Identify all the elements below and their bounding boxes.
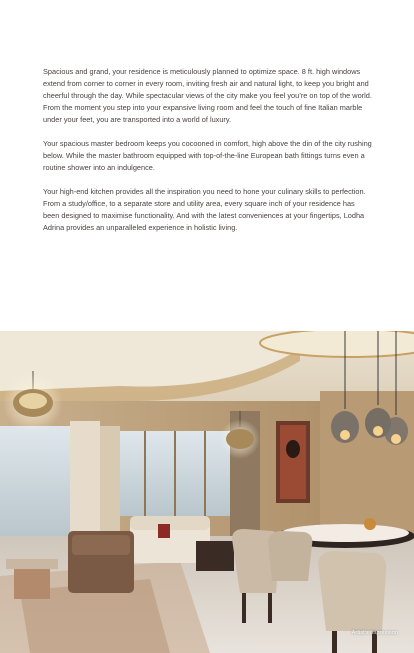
paragraph-living-room: Spacious and grand, your residence is meticulously planned to optimize space. 8 ft. high windows extend from corner to corner in every room, inviting fresh air and natural light, to keep you bright and cheerful through the day. While spectacular views of the city make you feel you’re on top of the world. From the moment you step into your expansive living room and feel the touch of fine Italian marble under your feet, you are transported into a world of luxury.: [43, 67, 372, 125]
image-caption: Artist's impression: [351, 630, 398, 636]
body-text: [43, 66, 373, 246]
paragraph-master-bedroom: Your spacious master bedroom keeps you cocooned in comfort, high above the din of the city rushing below. While the master bathroom equipped with top-of-the-line European bath fittings turns even a routine shower into an indulgence.: [43, 138, 372, 173]
paragraph-kitchen: Your high-end kitchen provides all the inspiration you need to hone your culinary skills to perfection. From a study/office, to a separate store and utility area, every square inch of your residence has been designed to maximise functionality. And with the latest conveniences at your fingertips, Lodha Adrina provides an unparalleled experience in holistic living.: [43, 186, 366, 233]
living-room-render: [0, 331, 414, 653]
